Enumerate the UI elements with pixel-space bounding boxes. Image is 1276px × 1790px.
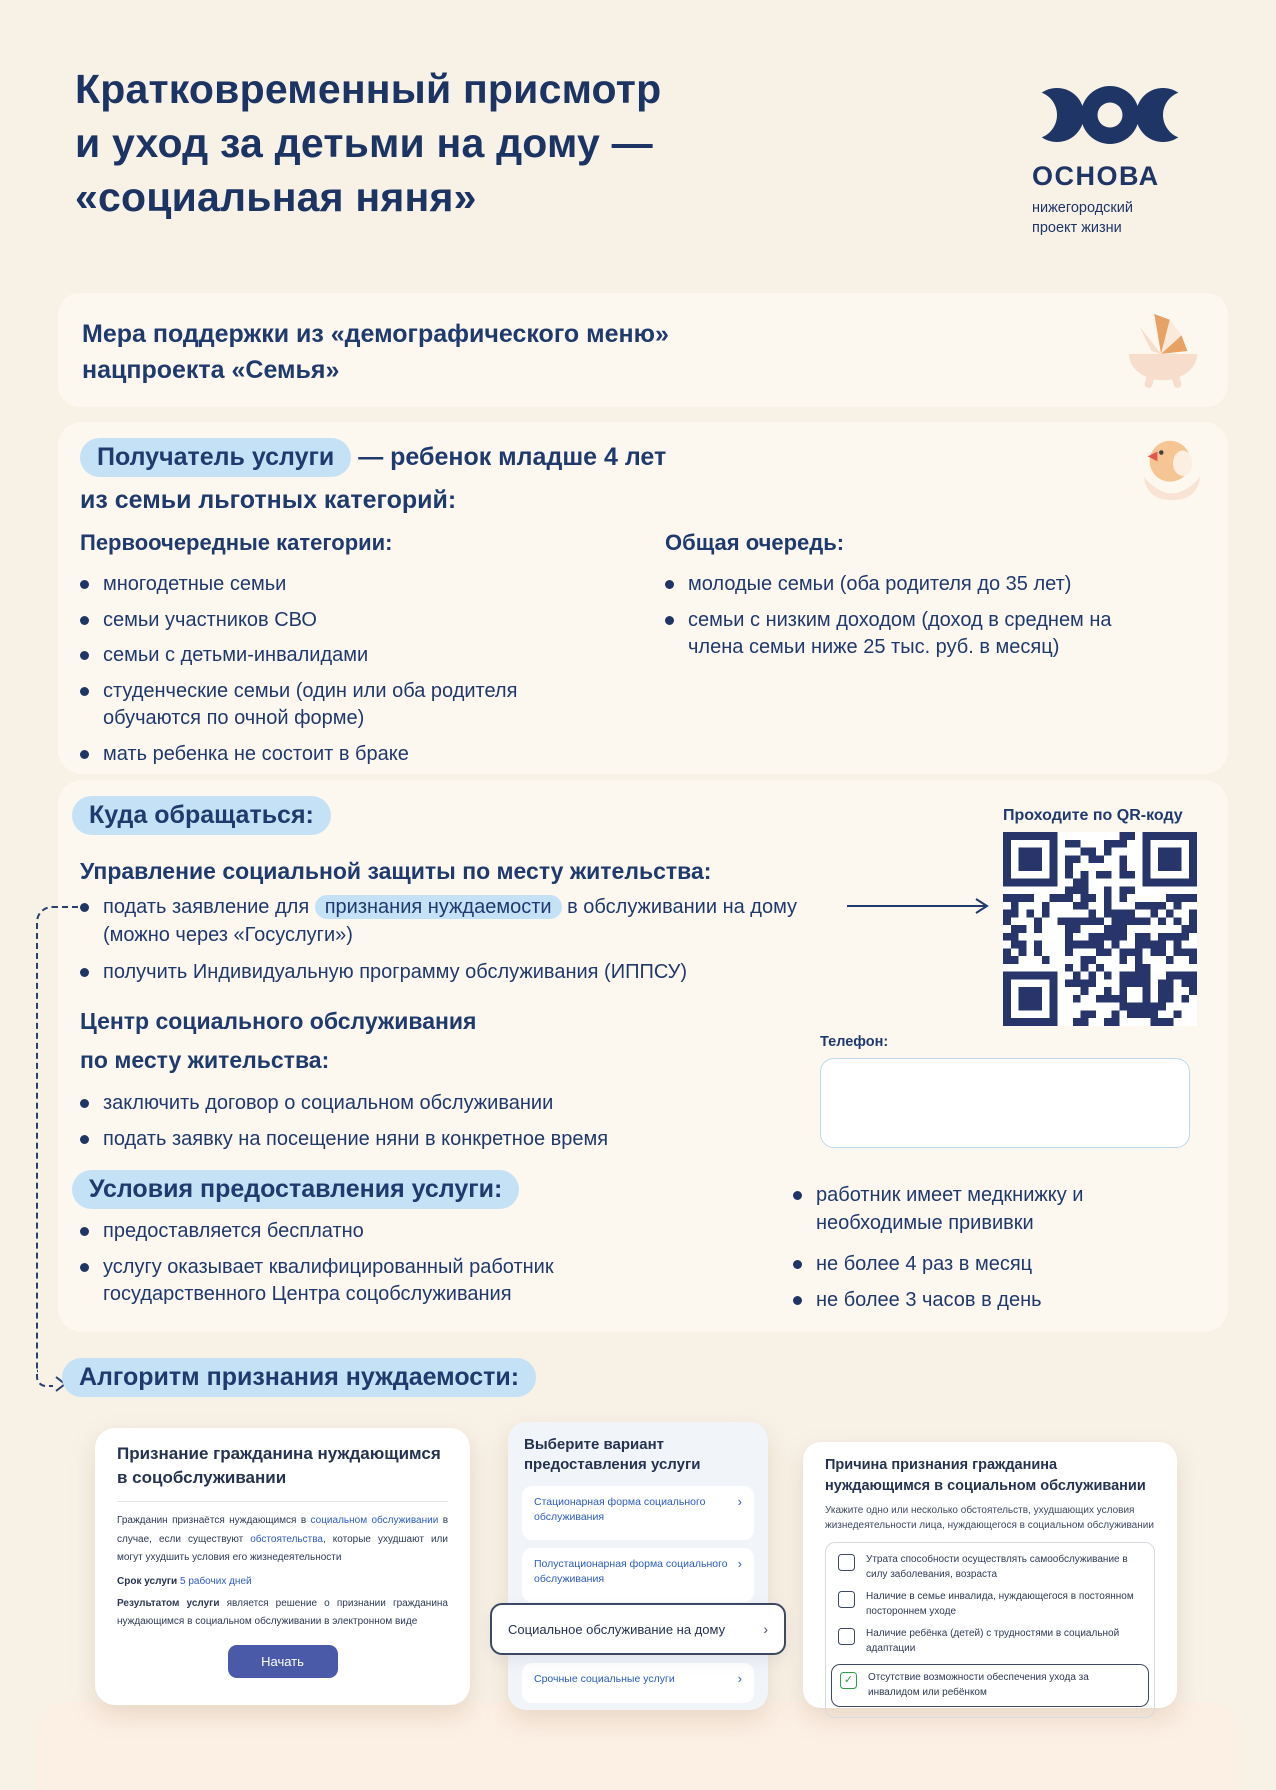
step3-subtitle: Укажите одно или несколько обстоятельств, ухудшающих условия жизнедеятельности лица, нуждающегося в социальном обслуживании xyxy=(825,1505,1154,1532)
list-item: студенческие семьи (один или оба родителя обучаются по очной форме) xyxy=(80,678,535,733)
uszn-title: Управление социальной защиты по месту жительства: xyxy=(80,858,712,884)
checkbox-checked-icon[interactable]: ✓ xyxy=(840,1672,857,1689)
qr-caption: Проходите по QR-коду xyxy=(1003,807,1183,824)
arrow-to-qr-icon xyxy=(845,895,997,917)
bullet-dot-icon xyxy=(80,1135,89,1144)
option-home-service-selected[interactable]: Социальное обслуживание на дому › xyxy=(490,1603,786,1655)
reason-row[interactable]: Наличие ребёнка (детей) с трудностями в социальной адаптации xyxy=(838,1627,1142,1656)
step2-title: Выберите вариант предоставления услуги xyxy=(524,1436,701,1474)
bullet-dot-icon xyxy=(80,968,89,977)
algorithm-heading: Алгоритм признания нуждаемости: xyxy=(62,1358,536,1397)
recipients-heading-highlight: Получатель услуги xyxy=(80,438,351,477)
social-service-link[interactable]: социальном обслуживании xyxy=(310,1515,439,1527)
divider xyxy=(117,1501,448,1502)
gosuslugi-step2-card xyxy=(508,1422,768,1710)
recipients-card xyxy=(58,422,1228,774)
support-banner-card xyxy=(58,293,1228,407)
phone-label: Телефон: xyxy=(820,1034,889,1050)
logo-tagline: нижегородский проект жизни xyxy=(1032,200,1133,236)
checkbox-icon[interactable] xyxy=(838,1591,855,1608)
logo-name: ОСНОВА xyxy=(1032,161,1160,191)
checkbox-icon[interactable] xyxy=(838,1554,855,1571)
page-title-line3: «социальная няня» xyxy=(75,174,477,221)
gosuslugi-step1-card xyxy=(95,1428,470,1705)
option-stationary[interactable]: Стационарная форма социального обслуживания › xyxy=(522,1486,754,1540)
bullet-dot-icon xyxy=(793,1296,802,1305)
baby-stroller-icon xyxy=(1122,309,1204,391)
bullet-dot-icon xyxy=(793,1260,802,1269)
osnova-logo xyxy=(1032,86,1188,238)
bullet-dot-icon xyxy=(80,1227,89,1236)
chevron-right-icon: › xyxy=(737,1556,742,1571)
step3-title: Причина признания гражданина нуждающимся в социальном обслуживании xyxy=(825,1457,1146,1495)
dashed-connector-line xyxy=(36,906,80,1372)
bullet-dot-icon xyxy=(665,616,674,625)
bullet-dot-icon xyxy=(80,580,89,589)
list-item: многодетные семьи xyxy=(80,571,535,599)
osnova-logo-icon xyxy=(1032,86,1188,144)
bullet-dot-icon xyxy=(793,1191,802,1200)
needs-recognition-highlight: признания нуждаемости xyxy=(315,895,562,919)
page-title xyxy=(75,62,661,224)
reason-row[interactable]: Наличие в семье инвалида, нуждающегося в постоянном постороннем уходе xyxy=(838,1590,1142,1619)
list-item: семьи с низким доходом (доход в среднем на члена семьи ниже 25 тыс. руб. в месяц) xyxy=(665,607,1135,662)
bullet-dot-icon xyxy=(80,651,89,660)
support-banner-text: Мера поддержки из «демографического меню» нацпроекта «Семья» xyxy=(82,320,669,384)
bullet-dot-icon xyxy=(80,903,89,912)
start-button[interactable]: Начать xyxy=(228,1645,338,1678)
conditions-heading: Условия предоставления услуги: xyxy=(72,1170,519,1209)
reasons-box xyxy=(825,1542,1155,1718)
page-title-line1: Кратковременный присмотр xyxy=(75,66,662,112)
reason-row-selected[interactable]: ✓ Отсутствие возможности обеспечения ухода за инвалидом или ребёнком xyxy=(831,1664,1149,1707)
where-to-apply-card xyxy=(58,780,1228,1332)
list-item: не более 3 часов в день xyxy=(793,1287,1103,1315)
recipients-heading-line2: из семьи льготных категорий: xyxy=(80,486,457,514)
list-item: мать ребенка не состоит в браке xyxy=(80,741,535,769)
list-item: подать заявку на посещение няни в конкретное время xyxy=(80,1126,780,1154)
option-semi-stationary[interactable]: Полустационарная форма социального обслуживания › xyxy=(522,1548,754,1602)
option-urgent-services[interactable]: Срочные социальные услуги › xyxy=(522,1663,754,1703)
step1-title: Признание гражданина нуждающимся в соцобслуживании xyxy=(117,1444,441,1488)
chevron-right-icon: › xyxy=(737,1494,742,1509)
uszn-bullet2: получить Индивидуальную программу обслуживания (ИППСУ) xyxy=(103,961,687,984)
recipients-heading: Получатель услуги — ребенок младше 4 лет xyxy=(80,438,1206,477)
bullet-dot-icon xyxy=(80,616,89,625)
step1-result: Результатом услуги является решение о признании гражданина нуждающимся в социальном обслуживании в электронном виде xyxy=(117,1597,448,1628)
list-item xyxy=(80,959,825,987)
list-item: предоставляется бесплатно xyxy=(80,1218,560,1246)
list-item: работник имеет медкнижку и необходимые прививки xyxy=(793,1182,1103,1237)
general-queue-title: Общая очередь: xyxy=(665,530,845,555)
list-item: услугу оказывает квалифицированный работник государственного Центра соцобслуживания xyxy=(80,1254,560,1309)
bullet-dot-icon xyxy=(80,750,89,759)
bullet-dot-icon xyxy=(80,687,89,696)
bullet-dot-icon xyxy=(80,1099,89,1108)
list-item: семьи с детьми-инвалидами xyxy=(80,642,535,670)
priority-categories-title: Первоочередные категории: xyxy=(80,530,393,555)
list-item: семьи участников СВО xyxy=(80,607,535,635)
where-heading: Куда обращаться: xyxy=(72,796,331,835)
uszn-bullet1: подать заявление для признания нуждаемости в обслуживании на дому (можно через «Госуслуги») xyxy=(103,896,798,946)
dashed-connector-corner xyxy=(36,1370,53,1387)
qr-code xyxy=(1003,832,1197,1026)
list-item xyxy=(80,894,825,949)
page-title-line2: и уход за детьми на дому — xyxy=(75,120,653,167)
step1-term: Срок услуги 5 рабочих дней xyxy=(117,1575,252,1587)
center-title: Центр социального обслуживания по месту жительства: xyxy=(80,1008,477,1074)
gosuslugi-step3-card xyxy=(803,1442,1177,1708)
chick-in-egg-icon xyxy=(1136,432,1208,508)
reason-row[interactable]: Утрата способности осуществлять самообслуживание в силу заболевания, возраста xyxy=(838,1553,1142,1582)
phone-input[interactable] xyxy=(820,1058,1190,1148)
list-item: молодые семьи (оба родителя до 35 лет) xyxy=(665,571,1135,599)
list-item: заключить договор о социальном обслуживании xyxy=(80,1090,780,1118)
bullet-dot-icon xyxy=(80,1263,89,1272)
list-item: не более 4 раз в месяц xyxy=(793,1251,1103,1279)
step1-description: Гражданин признаётся нуждающимся в социальном обслуживании в случае, если существуют обстоятельства, которые ухудшают или могут ухудшить условия его жизнедеятельности xyxy=(117,1515,449,1564)
chevron-right-icon: › xyxy=(737,1671,742,1686)
checkbox-icon[interactable] xyxy=(838,1628,855,1645)
chevron-right-icon: › xyxy=(763,1621,768,1637)
bullet-dot-icon xyxy=(665,580,674,589)
circumstances-link[interactable]: обстоятельства xyxy=(250,1533,323,1545)
